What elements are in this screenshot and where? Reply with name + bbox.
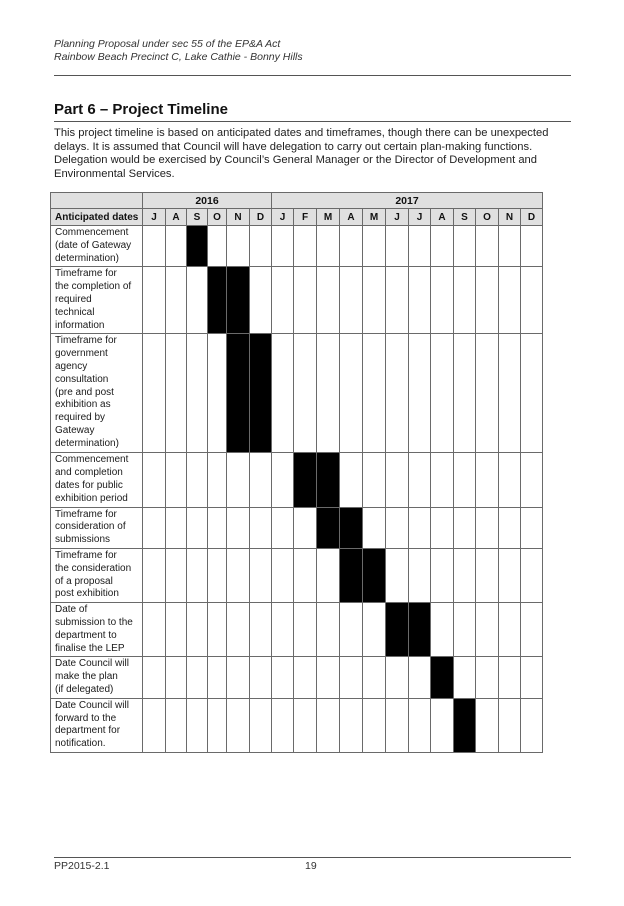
timeline-cell <box>499 226 521 267</box>
timeline-cell <box>187 334 208 453</box>
month-header: M <box>363 209 386 226</box>
task-label <box>51 548 143 602</box>
timeline-cell <box>409 334 431 453</box>
task-label-line: Timeframe for <box>55 335 117 347</box>
timeline-cell <box>476 334 499 453</box>
task-label-line: consultation <box>55 373 109 385</box>
timeline-cell <box>340 226 363 267</box>
timeline-cell <box>166 698 187 752</box>
timeline-cell <box>521 603 543 657</box>
timeline-cell <box>208 453 227 507</box>
timeline-cell <box>454 334 476 453</box>
month-header: D <box>521 209 543 226</box>
timeline-bar-cell <box>250 334 272 453</box>
timeline-cell <box>143 603 166 657</box>
timeline-cell <box>250 507 272 548</box>
timeline-body <box>51 226 543 753</box>
timeline-cell <box>166 507 187 548</box>
task-label-line: department to <box>55 629 117 641</box>
month-header: N <box>227 209 250 226</box>
timeline-cell <box>187 267 208 334</box>
timeline-cell <box>409 657 431 698</box>
task-label-line: determination) <box>55 437 119 449</box>
project-timeline-table <box>50 192 543 753</box>
task-row <box>51 226 543 267</box>
timeline-cell <box>208 657 227 698</box>
timeline-bar-cell <box>317 453 340 507</box>
task-label-line: Commencement <box>55 227 129 238</box>
timeline-cell <box>143 698 166 752</box>
timeline-bar-cell <box>454 698 476 752</box>
timeline-cell <box>227 603 250 657</box>
timeline-cell <box>476 603 499 657</box>
timeline-bar-cell <box>227 267 250 334</box>
task-label <box>51 267 143 334</box>
timeline-cell <box>317 226 340 267</box>
header-divider <box>54 75 571 76</box>
timeline-cell <box>250 548 272 602</box>
timeline-cell <box>317 698 340 752</box>
timeline-cell <box>317 548 340 602</box>
task-label-line: technical <box>55 306 95 318</box>
task-label-line: submissions <box>55 534 111 546</box>
timeline-cell <box>431 267 454 334</box>
timeline-cell <box>250 698 272 752</box>
month-header: A <box>431 209 454 226</box>
timeline-cell <box>272 548 294 602</box>
month-header: J <box>272 209 294 226</box>
month-header: S <box>454 209 476 226</box>
header-line-1: Planning Proposal under sec 55 of the EP&A Act <box>54 38 281 50</box>
timeline-cell <box>454 453 476 507</box>
timeline-cell <box>227 657 250 698</box>
timeline-bar-cell <box>294 453 317 507</box>
timeline-cell <box>476 698 499 752</box>
timeline-cell <box>272 226 294 267</box>
task-label-line: Gateway <box>55 424 95 436</box>
timeline-cell <box>499 267 521 334</box>
timeline-cell <box>166 334 187 453</box>
task-label-line: information <box>55 319 105 331</box>
task-row <box>51 548 543 602</box>
timeline-cell <box>363 657 386 698</box>
timeline-cell <box>499 603 521 657</box>
timeline-cell <box>386 507 409 548</box>
timeline-cell <box>294 603 317 657</box>
timeline-cell <box>431 507 454 548</box>
task-label-line: exhibition period <box>55 492 128 504</box>
timeline-cell <box>363 453 386 507</box>
timeline-bar-cell <box>317 507 340 548</box>
task-label-line: department for <box>55 725 121 737</box>
timeline-cell <box>499 548 521 602</box>
timeline-bar-cell <box>340 548 363 602</box>
timeline-cell <box>272 657 294 698</box>
task-label-line: and completion <box>55 467 123 479</box>
timeline-cell <box>363 334 386 453</box>
task-label-line: consideration of <box>55 521 126 533</box>
timeline-cell <box>250 603 272 657</box>
timeline-bar-cell <box>409 603 431 657</box>
month-header: F <box>294 209 317 226</box>
timeline-cell <box>409 548 431 602</box>
timeline-cell <box>454 657 476 698</box>
task-row <box>51 267 543 334</box>
task-label-line: (pre and post <box>55 386 114 398</box>
timeline-cell <box>166 548 187 602</box>
timeline-cell <box>386 226 409 267</box>
timeline-cell <box>187 603 208 657</box>
timeline-cell <box>272 507 294 548</box>
month-header: S <box>187 209 208 226</box>
task-label-line: make the plan <box>55 671 118 683</box>
timeline-cell <box>294 334 317 453</box>
month-header: D <box>250 209 272 226</box>
timeline-cell <box>227 507 250 548</box>
timeline-cell <box>227 453 250 507</box>
timeline-cell <box>521 698 543 752</box>
timeline-cell <box>340 267 363 334</box>
timeline-cell <box>317 657 340 698</box>
month-header: O <box>476 209 499 226</box>
timeline-cell <box>431 226 454 267</box>
timeline-cell <box>250 657 272 698</box>
timeline-cell <box>187 548 208 602</box>
timeline-cell <box>409 507 431 548</box>
timeline-cell <box>340 657 363 698</box>
timeline-cell <box>521 334 543 453</box>
task-label-line: government <box>55 348 108 360</box>
timeline-cell <box>409 226 431 267</box>
month-header: J <box>409 209 431 226</box>
timeline-cell <box>187 507 208 548</box>
timeline-cell <box>476 507 499 548</box>
task-label <box>51 334 143 453</box>
timeline-cell <box>294 226 317 267</box>
timeline-cell <box>227 548 250 602</box>
month-header: J <box>143 209 166 226</box>
timeline-cell <box>340 453 363 507</box>
task-label-line: exhibition as <box>55 399 111 411</box>
timeline-cell <box>409 267 431 334</box>
timeline-cell <box>272 267 294 334</box>
task-label-line: forward to the <box>55 712 117 724</box>
timeline-cell <box>250 267 272 334</box>
timeline-cell <box>386 698 409 752</box>
month-header: A <box>166 209 187 226</box>
timeline-cell <box>143 334 166 453</box>
task-row <box>51 453 543 507</box>
task-row <box>51 507 543 548</box>
timeline-cell <box>143 548 166 602</box>
document-id: PP2015-2.1 <box>54 860 110 872</box>
timeline-cell <box>499 453 521 507</box>
task-label-line: Timeframe for <box>55 268 117 280</box>
timeline-cell <box>454 603 476 657</box>
timeline-cell <box>431 548 454 602</box>
timeline-cell <box>521 226 543 267</box>
timeline-cell <box>409 698 431 752</box>
timeline-cell <box>208 226 227 267</box>
timeline-cell <box>208 334 227 453</box>
timeline-cell <box>431 603 454 657</box>
timeline-cell <box>499 698 521 752</box>
timeline-cell <box>363 226 386 267</box>
running-header <box>54 38 303 64</box>
timeline-cell <box>143 267 166 334</box>
header-line-2: Rainbow Beach Precinct C, Lake Cathie - Bonny Hills <box>54 51 303 63</box>
timeline-cell <box>454 226 476 267</box>
timeline-bar-cell <box>431 657 454 698</box>
timeline-bar-cell <box>187 226 208 267</box>
timeline-cell <box>454 548 476 602</box>
task-label <box>51 657 143 698</box>
timeline-cell <box>143 657 166 698</box>
timeline-cell <box>294 698 317 752</box>
task-label-line: agency <box>55 360 88 372</box>
timeline-cell <box>272 453 294 507</box>
timeline-cell <box>340 603 363 657</box>
timeline-cell <box>521 507 543 548</box>
timeline-bar-cell <box>386 603 409 657</box>
timeline-cell <box>166 226 187 267</box>
timeline-cell <box>250 226 272 267</box>
timeline-cell <box>386 548 409 602</box>
year-header: 2016 <box>143 193 272 209</box>
task-label-line: of a proposal <box>55 575 113 587</box>
year-header: 2017 <box>272 193 543 209</box>
timeline-cell <box>386 334 409 453</box>
timeline-cell <box>143 226 166 267</box>
task-label-line: Timeframe for <box>55 549 117 561</box>
timeline-cell <box>476 657 499 698</box>
timeline-cell <box>317 267 340 334</box>
task-label-line: notification. <box>55 738 106 750</box>
task-label <box>51 226 143 267</box>
task-label <box>51 453 143 507</box>
month-header-row <box>51 209 543 226</box>
task-row <box>51 698 543 752</box>
task-label-line: Commencement <box>55 454 129 466</box>
task-label-line: the consideration <box>55 562 132 574</box>
timeline-cell <box>143 453 166 507</box>
timeline-cell <box>294 267 317 334</box>
timeline-cell <box>166 453 187 507</box>
timeline-cell <box>166 657 187 698</box>
month-header: M <box>317 209 340 226</box>
task-label-line: (date of Gateway <box>55 239 132 251</box>
task-label-line: Date Council will <box>55 699 129 711</box>
timeline-cell <box>340 698 363 752</box>
timeline-cell <box>476 226 499 267</box>
timeline-cell <box>272 698 294 752</box>
timeline-cell <box>250 453 272 507</box>
row-header-label: Anticipated dates <box>51 209 143 226</box>
timeline-cell <box>409 453 431 507</box>
task-label-line: post exhibition <box>55 588 119 600</box>
timeline-cell <box>521 548 543 602</box>
task-label-line: submission to the <box>55 616 133 628</box>
timeline-cell <box>166 267 187 334</box>
timeline-cell <box>166 603 187 657</box>
timeline-cell <box>386 657 409 698</box>
timeline-cell <box>208 507 227 548</box>
task-label-line: Date Council will <box>55 658 129 670</box>
month-header: N <box>499 209 521 226</box>
timeline-cell <box>476 548 499 602</box>
page-number: 19 <box>305 860 317 872</box>
timeline-cell <box>431 334 454 453</box>
timeline-cell <box>208 548 227 602</box>
timeline-cell <box>499 334 521 453</box>
timeline-cell <box>227 698 250 752</box>
timeline-bar-cell <box>227 334 250 453</box>
timeline-cell <box>454 507 476 548</box>
timeline-cell <box>317 334 340 453</box>
task-label-line: Timeframe for <box>55 508 117 520</box>
timeline-cell <box>386 453 409 507</box>
task-label-line: the completion of <box>55 281 132 293</box>
timeline-cell <box>454 267 476 334</box>
section-title: Part 6 – Project Timeline <box>54 101 228 118</box>
timeline-cell <box>476 267 499 334</box>
timeline-cell <box>363 603 386 657</box>
timeline-cell <box>317 603 340 657</box>
timeline-cell <box>187 453 208 507</box>
task-label-line: Date of <box>55 604 88 616</box>
title-divider <box>54 121 571 122</box>
footer-divider <box>54 857 571 858</box>
timeline-bar-cell <box>363 548 386 602</box>
timeline-cell <box>272 334 294 453</box>
timeline-cell <box>340 334 363 453</box>
month-header: A <box>340 209 363 226</box>
year-header-row <box>51 193 543 209</box>
timeline-cell <box>363 507 386 548</box>
task-label-line: dates for public <box>55 479 123 491</box>
timeline-cell <box>208 698 227 752</box>
timeline-cell <box>499 507 521 548</box>
timeline-cell <box>187 657 208 698</box>
task-label-line: determination) <box>55 252 119 264</box>
timeline-cell <box>521 267 543 334</box>
timeline-bar-cell <box>208 267 227 334</box>
task-row <box>51 657 543 698</box>
timeline-cell <box>208 603 227 657</box>
intro-paragraph: This project timeline is based on anticipated dates and timeframes, though there can be unexpected delays. It is assumed that Council will have delegation to carry out certain plan-making functions. Delegation would be exercised by Council’s General Manager or the Director of Development and Environmental Services. <box>54 127 549 180</box>
timeline-cell <box>143 507 166 548</box>
task-row <box>51 603 543 657</box>
timeline-cell <box>363 267 386 334</box>
timeline-cell <box>521 657 543 698</box>
timeline-cell <box>272 603 294 657</box>
timeline-cell <box>386 267 409 334</box>
timeline-cell <box>431 453 454 507</box>
task-label-line: required by <box>55 412 106 424</box>
timeline-cell <box>363 698 386 752</box>
task-label-line: finalise the LEP <box>55 642 125 654</box>
timeline-bar-cell <box>340 507 363 548</box>
task-label <box>51 507 143 548</box>
timeline-cell <box>294 548 317 602</box>
task-label <box>51 603 143 657</box>
task-label-line: required <box>55 293 92 305</box>
timeline-cell <box>476 453 499 507</box>
timeline-cell <box>187 698 208 752</box>
task-label-line: (if delegated) <box>55 683 114 695</box>
timeline-cell <box>521 453 543 507</box>
month-header: J <box>386 209 409 226</box>
timeline-cell <box>294 657 317 698</box>
timeline-cell <box>294 507 317 548</box>
timeline-cell <box>499 657 521 698</box>
task-row <box>51 334 543 453</box>
timeline-cell <box>227 226 250 267</box>
corner-cell <box>51 193 143 209</box>
task-label <box>51 698 143 752</box>
month-header: O <box>208 209 227 226</box>
timeline-cell <box>431 698 454 752</box>
